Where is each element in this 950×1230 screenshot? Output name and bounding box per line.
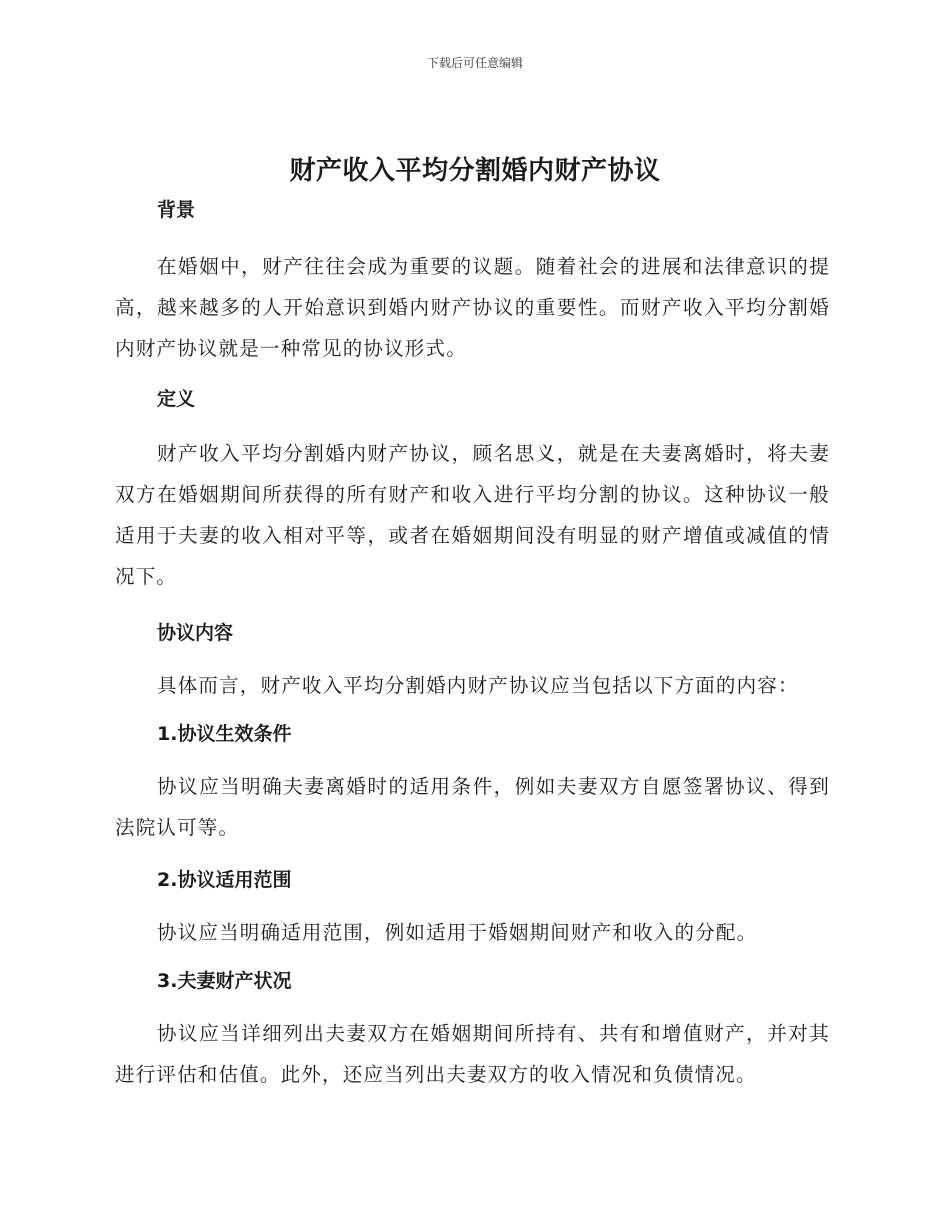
section-heading-definition: 定义	[157, 388, 196, 410]
section-text-definition: 财产收入平均分割婚内财产协议，顾名思义，就是在夫妻离婚时，将夫妻双方在婚姻期间所获得的所有财产和收入进行平均分割的协议。这种协议一般适用于夫妻的收入相对平等，或者在婚姻期间没有明显的财产增值或减值的情况下。	[115, 442, 830, 588]
item-heading-1: 1.协议生效条件	[157, 723, 292, 745]
page-header: 下载后可任意编辑	[426, 56, 523, 70]
section-text-background: 在婚姻中，财产往往会成为重要的议题。随着社会的进展和法律意识的提高，越来越多的人开始意识到婚内财产协议的重要性。而财产收入平均分割婚内财产协议就是一种常见的协议形式。	[115, 255, 830, 360]
item-text-1: 协议应当明确夫妻离婚时的适用条件，例如夫妻双方自愿签署协议、得到法院认可等。	[115, 775, 830, 839]
item-text-2: 协议应当明确适用范围，例如适用于婚姻期间财产和收入的分配。	[157, 921, 758, 944]
section-heading-content: 协议内容	[157, 622, 234, 644]
document-body	[115, 194, 830, 1095]
section-heading-background: 背景	[157, 199, 196, 221]
document-title: 财产收入平均分割婚内财产协议	[289, 156, 661, 186]
section-text-content-intro: 具体而言，财产收入平均分割婚内财产协议应当包括以下方面的内容：	[157, 674, 799, 697]
item-heading-2: 2.协议适用范围	[157, 869, 292, 891]
item-heading-3: 3.夫妻财产状况	[157, 970, 292, 992]
item-text-3: 协议应当详细列出夫妻双方在婚姻期间所持有、共有和增值财产，并对其进行评估和估值。此外，还应当列出夫妻双方的收入情况和负债情况。	[115, 1022, 830, 1086]
